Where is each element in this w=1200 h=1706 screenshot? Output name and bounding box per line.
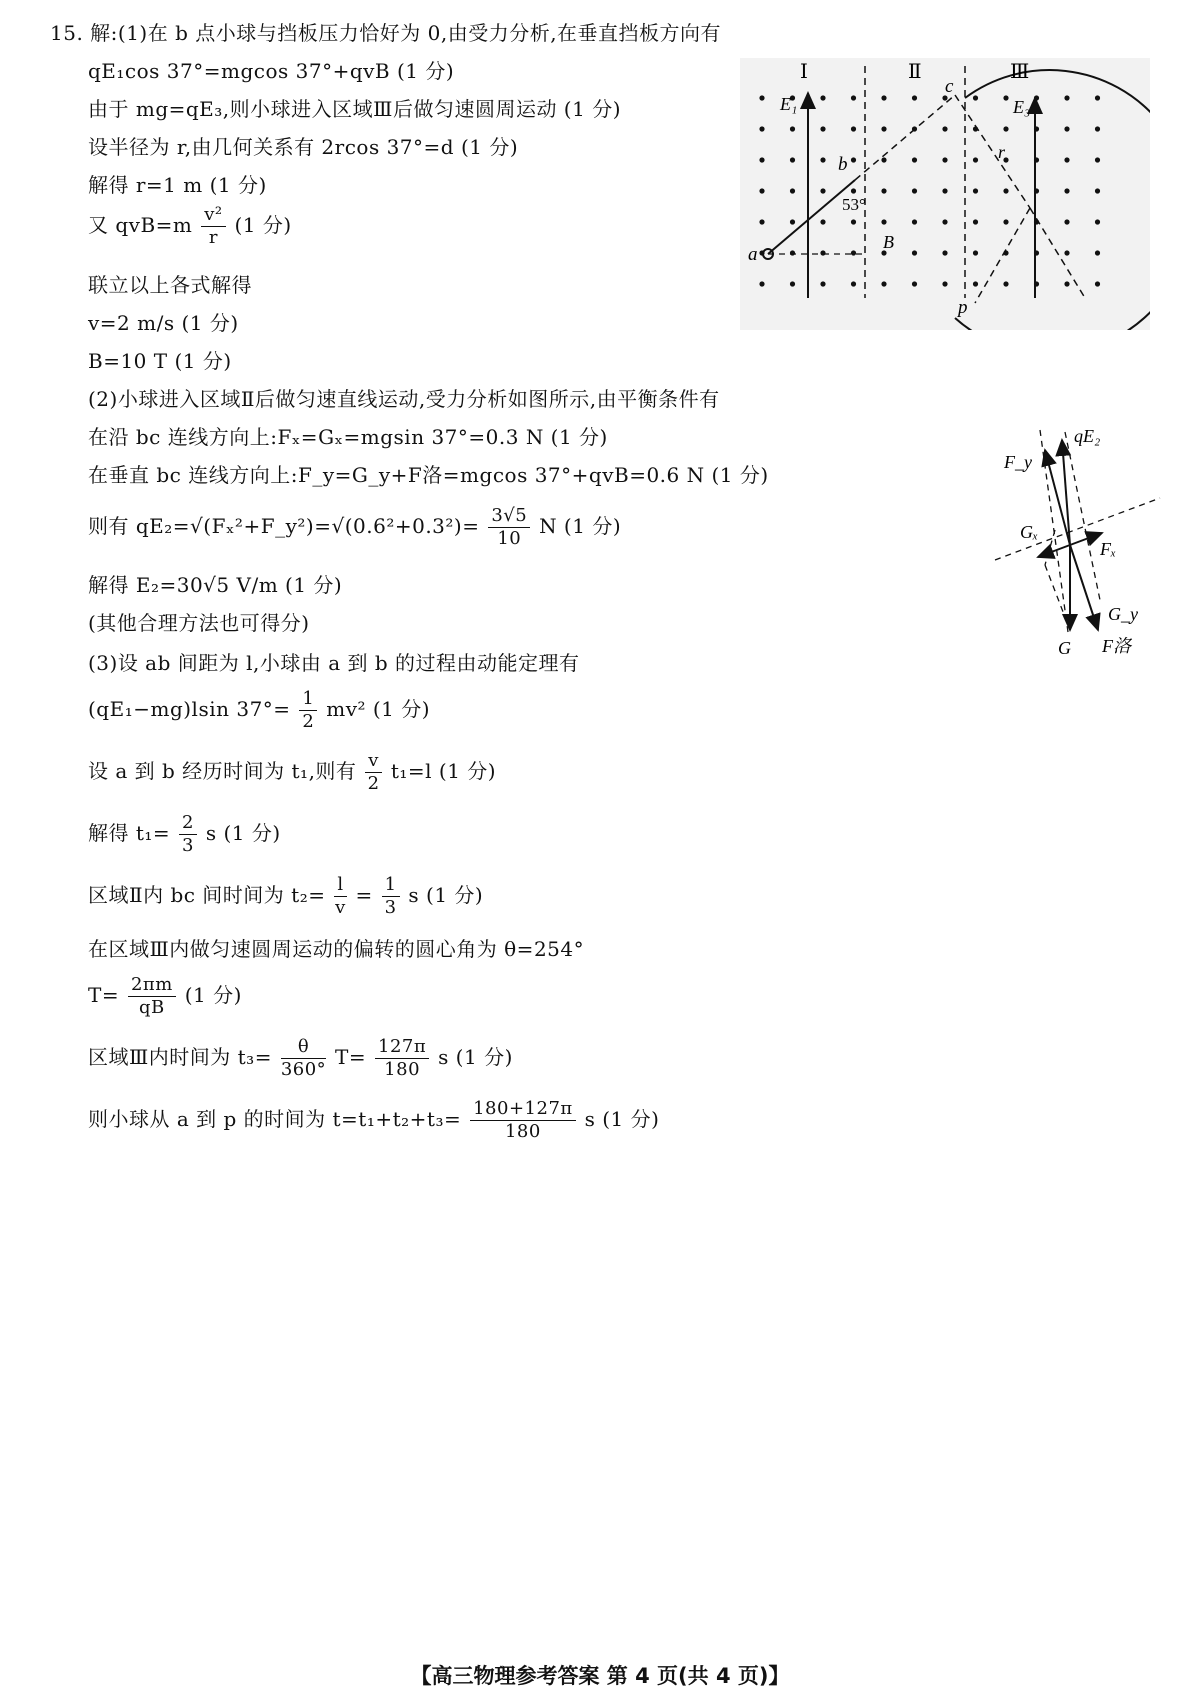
solution-line-13: 则有 qE₂=√(Fₓ²+F_y²)=√(0.6²+0.3²)= $\frac{3√5}{10}$ N (1 分) xyxy=(88,505,622,549)
field-dot xyxy=(942,188,947,193)
field-dot xyxy=(973,281,978,286)
field-dot xyxy=(790,157,795,162)
field-dot xyxy=(759,95,764,100)
svg-text:qE₂: qE₂ xyxy=(1074,426,1101,446)
field-dot xyxy=(912,157,917,162)
field-dot xyxy=(1003,95,1008,100)
field-dot xyxy=(790,219,795,224)
field-dot xyxy=(790,188,795,193)
solution-line-10: (2)小球进入区域Ⅱ后做匀速直线运动,受力分析如图所示,由平衡条件有 xyxy=(88,387,720,411)
solution-line-16: (3)设 ab 间距为 l,小球由 a 到 b 的过程由动能定理有 xyxy=(88,651,580,675)
field-dot xyxy=(912,219,917,224)
field-dot xyxy=(881,219,886,224)
svg-text:G_y: G_y xyxy=(1108,604,1138,624)
field-dot xyxy=(1095,126,1100,131)
field-dot xyxy=(973,188,978,193)
svg-text:G: G xyxy=(1058,638,1071,658)
field-dot xyxy=(790,250,795,255)
solution-line-5: 解得 r=1 m (1 分) xyxy=(88,173,267,197)
field-dot xyxy=(1003,188,1008,193)
solution-line-15: (其他合理方法也可得分) xyxy=(88,611,310,635)
svg-text:Ⅱ: Ⅱ xyxy=(908,61,922,83)
fraction-l-over-v: $\frac{l}{v}$ xyxy=(335,874,346,918)
field-dot xyxy=(1064,281,1069,286)
solution-line-1: 15. 解:(1)在 b 点小球与挡板压力恰好为 0,由受力分析,在垂直挡板方向有 xyxy=(50,21,722,45)
field-dot xyxy=(820,157,825,162)
fraction-2-over-3: $\frac{2}{3}$ xyxy=(179,812,197,857)
field-dot xyxy=(820,126,825,131)
field-dot xyxy=(1064,250,1069,255)
field-dot xyxy=(820,281,825,286)
solution-line-22: T= $\frac{2\pi m}{qB}$ (1 分) xyxy=(88,974,242,1018)
field-dot xyxy=(820,95,825,100)
field-dot xyxy=(851,219,856,224)
field-dot xyxy=(759,219,764,224)
field-dot xyxy=(790,126,795,131)
field-dot xyxy=(1003,126,1008,131)
field-dot xyxy=(973,95,978,100)
svg-text:F_y: F_y xyxy=(1004,452,1032,472)
field-dot xyxy=(759,126,764,131)
field-dot xyxy=(1064,126,1069,131)
svg-text:p: p xyxy=(958,297,968,318)
svg-text:a: a xyxy=(748,244,758,265)
field-dot xyxy=(1003,281,1008,286)
solution-line-11: 在沿 bc 连线方向上:Fₓ=Gₓ=mgsin 37°=0.3 N (1 分) xyxy=(88,425,608,449)
field-dot xyxy=(759,281,764,286)
field-dot xyxy=(881,95,886,100)
svg-text:Ⅰ: Ⅰ xyxy=(800,61,808,83)
field-dot xyxy=(790,281,795,286)
svg-text:B: B xyxy=(883,232,894,252)
field-dot xyxy=(973,250,978,255)
field-dot xyxy=(1095,250,1100,255)
field-dot xyxy=(820,250,825,255)
field-dot xyxy=(881,281,886,286)
field-regions-diagram xyxy=(740,58,1150,330)
svg-text:c: c xyxy=(945,76,954,97)
field-dot xyxy=(912,250,917,255)
field-dot xyxy=(881,157,886,162)
page-footer: 【高三物理参考答案 第 4 页(共 4 页)】 xyxy=(410,1664,790,1688)
svg-text:b: b xyxy=(838,154,848,175)
solution-line-4: 设半径为 r,由几何关系有 2rcos 37°=d (1 分) xyxy=(88,135,519,159)
svg-text:53°: 53° xyxy=(842,195,866,214)
fraction-v2-over-r: $\frac{\text{v²}}{r}$ xyxy=(201,204,225,249)
fraction-v-over-2: $\frac{v}{2}$ xyxy=(365,750,382,795)
svg-text:Fₓ: Fₓ xyxy=(1100,539,1117,559)
solution-line-21: 在区域Ⅲ内做匀速圆周运动的偏转的圆心角为 θ=254° xyxy=(88,937,585,961)
solution-line-20: 区域Ⅱ内 bc 间时间为 t₂= $\frac{l}{v}$ = $\frac{1}{3}$ s (1 分) xyxy=(88,874,484,918)
svg-text:F洛: F洛 xyxy=(1102,636,1131,656)
svg-text:Gₓ: Gₓ xyxy=(1020,522,1039,542)
field-dot xyxy=(942,157,947,162)
fraction-127pi-over-180: $\frac{127\pi}{180}$ xyxy=(375,1036,429,1081)
solution-line-23: 区域Ⅲ内时间为 t₃= $\frac{\theta}{360^\circ}$ T= $\frac{127\pi}{180}$ s (1 分) xyxy=(88,1036,513,1080)
solution-line-19: 解得 t₁= $\frac{2}{3}$ s (1 分) xyxy=(88,812,281,856)
solution-line-18: 设 a 到 b 经历时间为 t₁,则有 $\frac{v}{2}$ t₁=l (1 分) xyxy=(88,750,497,794)
field-dot xyxy=(1064,219,1069,224)
field-dot xyxy=(851,188,856,193)
solution-line-2: qE₁cos 37°=mgcos 37°+qvB (1 分) xyxy=(88,59,455,83)
field-dot xyxy=(851,250,856,255)
solution-line-8: v=2 m/s (1 分) xyxy=(88,311,239,335)
field-dot xyxy=(912,95,917,100)
field-dot xyxy=(851,95,856,100)
svg-text:E₃: E₃ xyxy=(1013,97,1031,117)
fraction-1-over-3: $\frac{1}{3}$ xyxy=(382,874,400,919)
field-dot xyxy=(851,157,856,162)
field-dot xyxy=(759,157,764,162)
field-dot xyxy=(759,188,764,193)
field-dot xyxy=(820,188,825,193)
solution-line-17: (qE₁−mg)lsin 37°= $\frac{1}{2}$ mv² (1 分) xyxy=(88,688,431,732)
solution-line-6: 又 qvB=m $\frac{\text{v²}}{r}$ (1 分) xyxy=(88,204,292,248)
solution-line-7: 联立以上各式解得 xyxy=(88,273,252,297)
field-dot xyxy=(851,126,856,131)
fraction-3root5-over-10: $\frac{3√5}{10}$ xyxy=(488,505,530,550)
field-dot xyxy=(1064,157,1069,162)
field-dot xyxy=(1064,188,1069,193)
svg-text:r: r xyxy=(998,142,1006,162)
field-dot xyxy=(912,281,917,286)
field-dot xyxy=(881,126,886,131)
field-dot xyxy=(973,157,978,162)
solution-line-12: 在垂直 bc 连线方向上:F_y=G_y+F洛=mgcos 37°+qvB=0.6 N (1 分) xyxy=(88,463,769,487)
field-dot xyxy=(1095,281,1100,286)
fraction-2pim-over-qb: $\frac{2\pi m}{qB}$ xyxy=(128,974,176,1019)
fraction-final-time: $\frac{180+127\pi}{180}$ xyxy=(470,1098,576,1143)
fraction-1-over-2: $\frac{1}{2}$ xyxy=(299,688,317,733)
field-dot xyxy=(973,219,978,224)
field-dot xyxy=(1003,219,1008,224)
field-dot xyxy=(820,219,825,224)
svg-text:Ⅲ: Ⅲ xyxy=(1010,61,1030,83)
field-dot xyxy=(1095,157,1100,162)
solution-line-9: B=10 T (1 分) xyxy=(88,349,232,373)
svg-text:E₁: E₁ xyxy=(780,94,798,114)
field-dot xyxy=(942,281,947,286)
field-dot xyxy=(1095,219,1100,224)
solution-line-14: 解得 E₂=30√5 V/m (1 分) xyxy=(88,573,343,597)
field-dot xyxy=(851,281,856,286)
field-dot xyxy=(942,219,947,224)
field-dot xyxy=(1095,95,1100,100)
field-dot xyxy=(1095,188,1100,193)
force-diagram xyxy=(990,420,1170,665)
solution-line-24: 则小球从 a 到 p 的时间为 t=t₁+t₂+t₃= $\frac{180+127\pi}{180}$ s (1 分) xyxy=(88,1098,660,1142)
field-dot xyxy=(881,188,886,193)
field-dot xyxy=(1064,95,1069,100)
fraction-theta-over-360: $\frac{\theta}{360^\circ}$ xyxy=(280,1036,327,1080)
field-dot xyxy=(942,250,947,255)
field-dot xyxy=(912,188,917,193)
field-dot xyxy=(942,126,947,131)
solution-line-3: 由于 mg=qE₃,则小球进入区域Ⅲ后做匀速圆周运动 (1 分) xyxy=(88,97,621,121)
